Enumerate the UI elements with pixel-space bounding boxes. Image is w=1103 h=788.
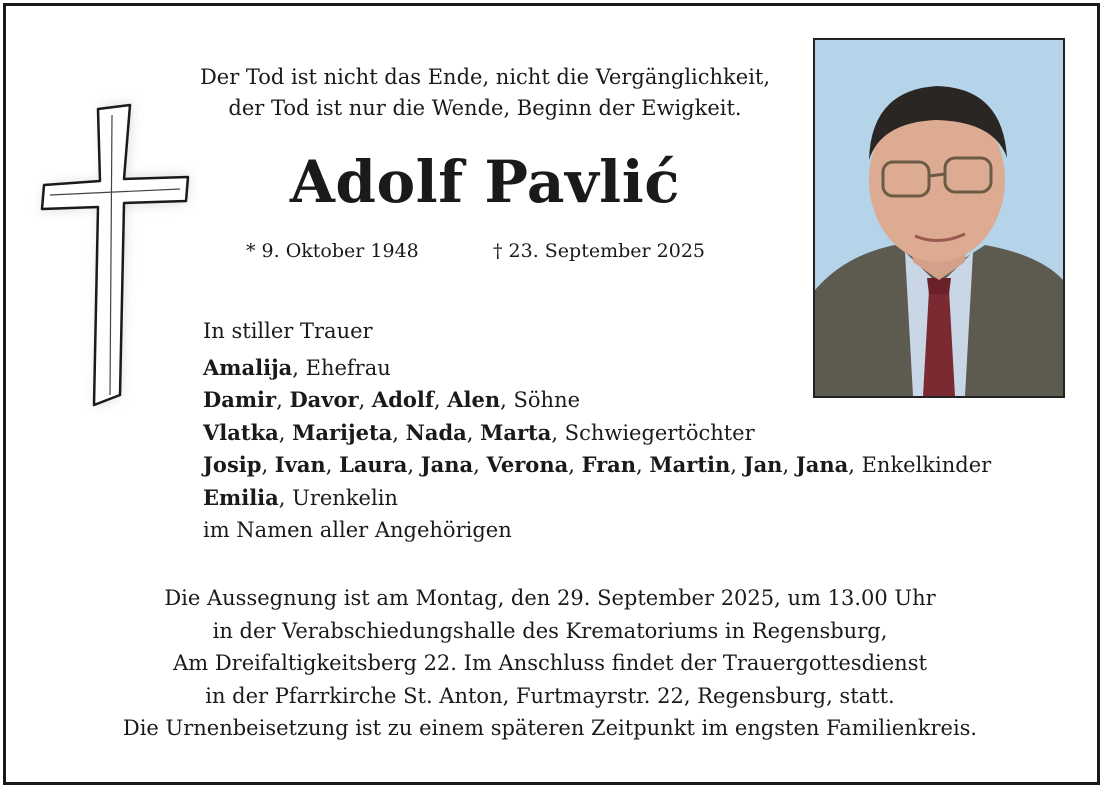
family-line (203, 352, 991, 385)
family-member-name: Verona (486, 452, 569, 477)
family-member-name: Nada (405, 419, 467, 445)
deceased-name: Adolf Pavlić (289, 148, 681, 216)
family-member-name: Fran (581, 452, 637, 477)
poem-line: der Tod ist nur die Wende, Beginn der Ewigkeit. (228, 96, 742, 120)
notice-line: in der Pfarrkirche St. Anton, Furtmayrstr. 22, Regensburg, statt. (205, 683, 895, 708)
family-member-name: Amalija (203, 354, 293, 380)
family-member-name: Marta (480, 419, 552, 445)
family-line: Josip, Ivan, Laura, Jana, Verona, Fran, Martin, Jan, Jana, Enkelkinder (203, 452, 992, 477)
family-member-name: Marijeta (292, 419, 393, 445)
family-member-name: Ivan (274, 452, 326, 477)
family-member-name: Laura (339, 452, 408, 477)
cross-icon (30, 95, 200, 415)
family-role: , Schwiegertöchter (551, 420, 755, 445)
family-line: Damir, Davor, Adolf, Alen, Söhne (203, 387, 581, 412)
ceremony-notice (40, 582, 1060, 745)
notice-line: Die Urnenbeisetzung ist zu einem späteren Zeitpunkt im engsten Familienkreis. (122, 716, 978, 740)
family-member-name: Alen (447, 387, 501, 412)
poem (140, 62, 830, 124)
family-member-name: Jan (743, 452, 783, 477)
mourners-list (203, 315, 991, 547)
family-member-name: Josip (203, 452, 262, 477)
mourning-heading: In stiller Trauer (203, 319, 373, 343)
family-member-name: Jana (795, 452, 849, 477)
closing-line: im Namen aller Angehörigen (203, 518, 512, 542)
notice-line: in der Verabschiedungshalle des Krematoriums in Regensburg, (212, 618, 888, 643)
family-role: , Urenkelin (278, 485, 398, 510)
death-date: † 23. September 2025 (493, 240, 705, 262)
family-member-name: Vlatka (203, 419, 279, 445)
family-member-name: Damir (203, 387, 277, 412)
family-role: , Enkelkinder (848, 453, 992, 477)
family-member-name: Emilia (203, 484, 279, 510)
family-role: , Ehefrau (292, 355, 391, 380)
poem-line: Der Tod ist nicht das Ende, nicht die Vergänglichkeit, (199, 65, 771, 89)
notice-line: Am Dreifaltigkeitsberg 22. Im Anschluss findet der Trauergottesdienst (173, 651, 927, 675)
family-line: Vlatka, Marijeta, Nada, Marta, Schwiegertöchter (203, 419, 755, 445)
notice-line: Die Aussegnung ist am Montag, den 29. September 2025, um 13.00 Uhr (164, 586, 936, 610)
family-lines (203, 352, 991, 515)
family-member-name: Adolf (371, 387, 434, 412)
family-role: , Söhne (500, 388, 581, 412)
birth-date: * 9. Oktober 1948 (246, 240, 419, 262)
family-member-name: Davor (289, 387, 359, 412)
family-line (203, 482, 991, 515)
family-member-name: Martin (649, 452, 731, 477)
family-member-name: Jana (420, 452, 474, 477)
